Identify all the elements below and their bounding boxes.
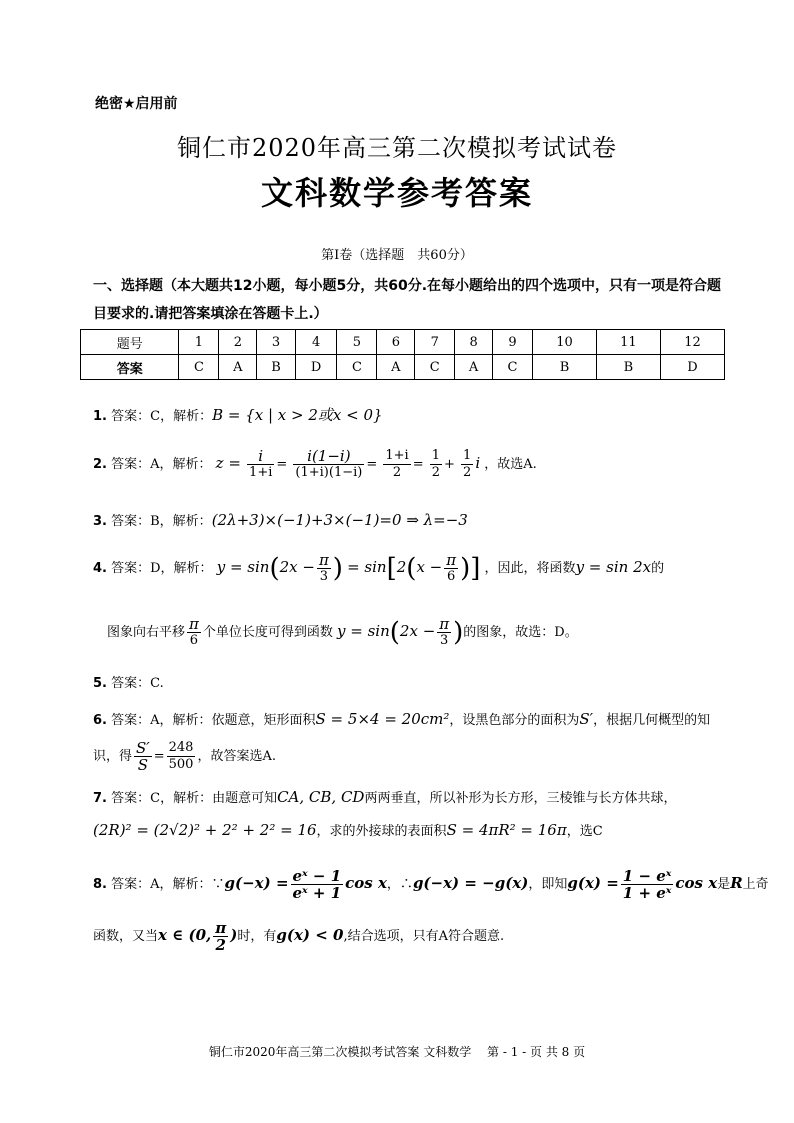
section-heading: 一、选择题（本大题共12小题，每小题5分，共60分.在每小题给出的四个选项中，只有一项是符合题目要求的.请把答案填涂在答题卡上.） <box>93 278 722 322</box>
table-cell: 7 <box>415 330 455 355</box>
math-part: (2R)² = (2√2)² + 2² + 2² = 16 <box>93 821 317 839</box>
math-part: x − <box>416 558 443 576</box>
solution-text: 两两垂直，所以补形为长方形，三棱锥与长方体共球， <box>364 791 677 806</box>
solution-math: (2λ+3)×(−1)+3×(−1)=0 ⇒ λ=−3 <box>211 511 468 529</box>
table-cell: A <box>219 355 257 380</box>
solution-8 <box>93 868 769 901</box>
table-cell: C <box>493 355 533 380</box>
solution-math: B = {x | x > 2或x < 0} <box>212 406 383 424</box>
fraction: $\frac{\pi}{3}$ <box>439 615 450 648</box>
solution-tail: ，因此，将函数 <box>484 561 576 576</box>
table-cell: 12 <box>660 330 724 355</box>
solution-number: 7. <box>93 791 107 806</box>
table-cell: C <box>337 355 377 380</box>
fraction: $\frac{1}{2}$ <box>463 448 472 480</box>
math-part: g(x) < 0 <box>276 926 344 944</box>
math-part: cos x <box>675 874 718 892</box>
table-cell: D <box>660 355 724 380</box>
fraction: $\frac{\pi}{2}$ <box>215 919 227 954</box>
math-lhs: z = <box>215 454 241 472</box>
solution-2: 2. 答案：A，解析： z = $\frac{i}{1+i}$ = $\frac{i(1-i)}{(1+i)(1-i)}$ = $\frac{1+i}{2}$ = $\frac{1}{2}$ + $\frac{1}{2}$ i ，故选A. <box>93 447 537 480</box>
solution-4-continued: 图象向右平移 $\frac{\pi}{6}$ 个单位长度可得到函数 y = sin(2x − $\frac{\pi}{3}$ )的图象，故选：D。 <box>107 615 578 648</box>
solution-text: 上奇 <box>742 877 769 892</box>
solution-3 <box>93 510 468 529</box>
table-cell: D <box>295 355 337 380</box>
solution-8-continued <box>93 920 504 953</box>
solution-number: 4. <box>93 561 107 576</box>
math-part: g(x) = <box>567 874 619 892</box>
table-cell: 6 <box>377 330 415 355</box>
math-part: y = sin <box>337 622 390 640</box>
page-footer: 铜仁市2020年高三第二次模拟考试答案 文科数学 第 - 1 - 页 共 8 页 <box>208 1045 586 1059</box>
solution-1 <box>93 404 383 425</box>
fraction: $\frac{\pi}{6}$ <box>446 551 457 584</box>
solution-text: 个单位长度可得到函数 <box>202 625 333 640</box>
solution-text: 答案：C. <box>111 676 164 691</box>
table-cell: B <box>596 355 660 380</box>
therefore-symbol: ∴ <box>399 877 413 892</box>
fraction: $\frac{\pi}{3}$ <box>318 551 329 584</box>
math-part: 2 <box>396 558 407 576</box>
exam-subtitle: 文科数学参考答案 <box>260 174 533 212</box>
solution-6 <box>93 709 710 728</box>
solution-text: 函数，又当 <box>93 929 159 944</box>
because-symbol: ∵ <box>211 877 225 892</box>
solution-5 <box>93 672 164 691</box>
part-label: 第Ⅰ卷（选择题 共60分） <box>321 248 473 263</box>
solution-text: ,结合选项，只有A符合题意. <box>343 929 505 944</box>
solution-6-continued <box>93 740 276 773</box>
math-part: g(−x) = −g(x) <box>412 874 529 892</box>
solution-text: ，设黑色部分的面积为 <box>449 713 580 728</box>
solution-tail: 的 <box>651 561 665 576</box>
math-part: x ∈ (0, <box>158 926 212 944</box>
math-part: S′ <box>579 710 594 728</box>
solution-4: 4. 答案：D，解析： y = sin(2x − $\frac{\pi}{3}$ ) = sin[2(x − $\frac{\pi}{6}$ )] ，因此，将函数y = sin 2x的 <box>93 551 665 584</box>
fraction: $\frac{248}{500}$ <box>168 740 194 772</box>
solution-7 <box>93 787 676 806</box>
table-cell: A <box>377 355 415 380</box>
table-cell: 8 <box>455 330 493 355</box>
solution-number: 1. <box>93 409 107 424</box>
table-cell: 2 <box>219 330 257 355</box>
solution-text: ，求的外接球的表面积 <box>316 824 447 839</box>
fraction: $\frac{\pi}{6}$ <box>189 615 199 648</box>
row-label-answer: 答案 <box>81 355 179 380</box>
solution-number: 6. <box>93 713 107 728</box>
solution-text: 答案：A，解析： <box>111 877 212 892</box>
table-cell: B <box>532 355 596 380</box>
table-cell: 9 <box>493 330 533 355</box>
table-cell: 1 <box>179 330 219 355</box>
math-part: cos x <box>345 874 387 892</box>
solution-text: 识，得 <box>93 749 133 764</box>
table-cell: 5 <box>337 330 377 355</box>
fraction: $\frac{S'}{S}$ <box>136 739 150 774</box>
exam-title: 铜仁市2020年高三第二次模拟考试试卷 <box>176 134 618 162</box>
solution-text: 的图象，故选：D。 <box>463 625 578 640</box>
solution-number: 8. <box>93 877 107 892</box>
math-part: CA, CB, CD <box>277 788 365 806</box>
table-row-numbers <box>81 330 725 355</box>
fraction: $\frac{i}{1+i}$ <box>249 447 273 480</box>
table-cell: 4 <box>295 330 337 355</box>
math-part: R <box>730 874 743 892</box>
confidential-label: 绝密★启用前 <box>95 96 178 112</box>
answer-table <box>80 329 725 380</box>
table-cell: 10 <box>532 330 596 355</box>
math-part: 2x − <box>279 558 315 576</box>
math-part: S = 5×4 = 20cm² <box>315 710 450 728</box>
table-cell: A <box>455 355 493 380</box>
math-i: i <box>475 454 481 472</box>
math-part: S = 4πR² = 16π <box>446 821 567 839</box>
solution-text: 图象向右平移 <box>107 625 186 640</box>
solution-text: ，根据几何概型的知 <box>593 713 711 728</box>
solution-text: ，故答案选A. <box>197 749 276 764</box>
solution-text: 答案：B，解析： <box>111 514 212 529</box>
solution-text: 是 <box>717 877 731 892</box>
solution-tail: ，故选A. <box>484 457 537 472</box>
solution-text: 答案：C，解析： <box>111 409 213 424</box>
table-cell: 11 <box>596 330 660 355</box>
table-cell: C <box>415 355 455 380</box>
math-part: y = sin <box>216 558 270 576</box>
fraction: $\frac{i(1-i)}{(1+i)(1-i)}$ <box>295 447 363 480</box>
solution-text: ，选C <box>566 824 603 839</box>
solution-text: 答案：A，解析：依题意，矩形面积 <box>111 713 316 728</box>
table-cell: C <box>179 355 219 380</box>
solution-number: 3. <box>93 514 107 529</box>
math-part: g(−x) = <box>224 874 289 892</box>
solution-number: 5. <box>93 676 107 691</box>
table-cell: B <box>257 355 296 380</box>
solution-text: 答案：D，解析： <box>111 561 213 576</box>
fraction: $\frac{\text{1 − eˣ}}{\text{1 + eˣ}}$ <box>622 867 672 902</box>
fraction: $\frac{\text{eˣ − 1}}{\text{eˣ + 1}}$ <box>292 867 342 902</box>
table-row-answers <box>81 355 725 380</box>
solution-text: ，即知 <box>528 877 568 892</box>
row-label-question: 题号 <box>81 330 179 355</box>
fraction: $\frac{1+i}{2}$ <box>385 448 409 480</box>
fraction: $\frac{1}{2}$ <box>431 448 441 480</box>
math-part: = sin <box>347 558 387 576</box>
solution-text: 答案：A，解析： <box>111 457 212 472</box>
solution-text: 时，有 <box>237 929 277 944</box>
table-cell: 3 <box>257 330 296 355</box>
math-part: 2x − <box>399 622 436 640</box>
solution-7-continued <box>93 820 603 839</box>
solution-number: 2. <box>93 457 107 472</box>
solution-text: 答案：C，解析：由题意可知 <box>111 791 278 806</box>
math-part: ) <box>230 926 238 944</box>
math-part: = <box>153 749 165 764</box>
separator: ， <box>386 877 400 892</box>
math-part: y = sin 2x <box>575 558 652 576</box>
